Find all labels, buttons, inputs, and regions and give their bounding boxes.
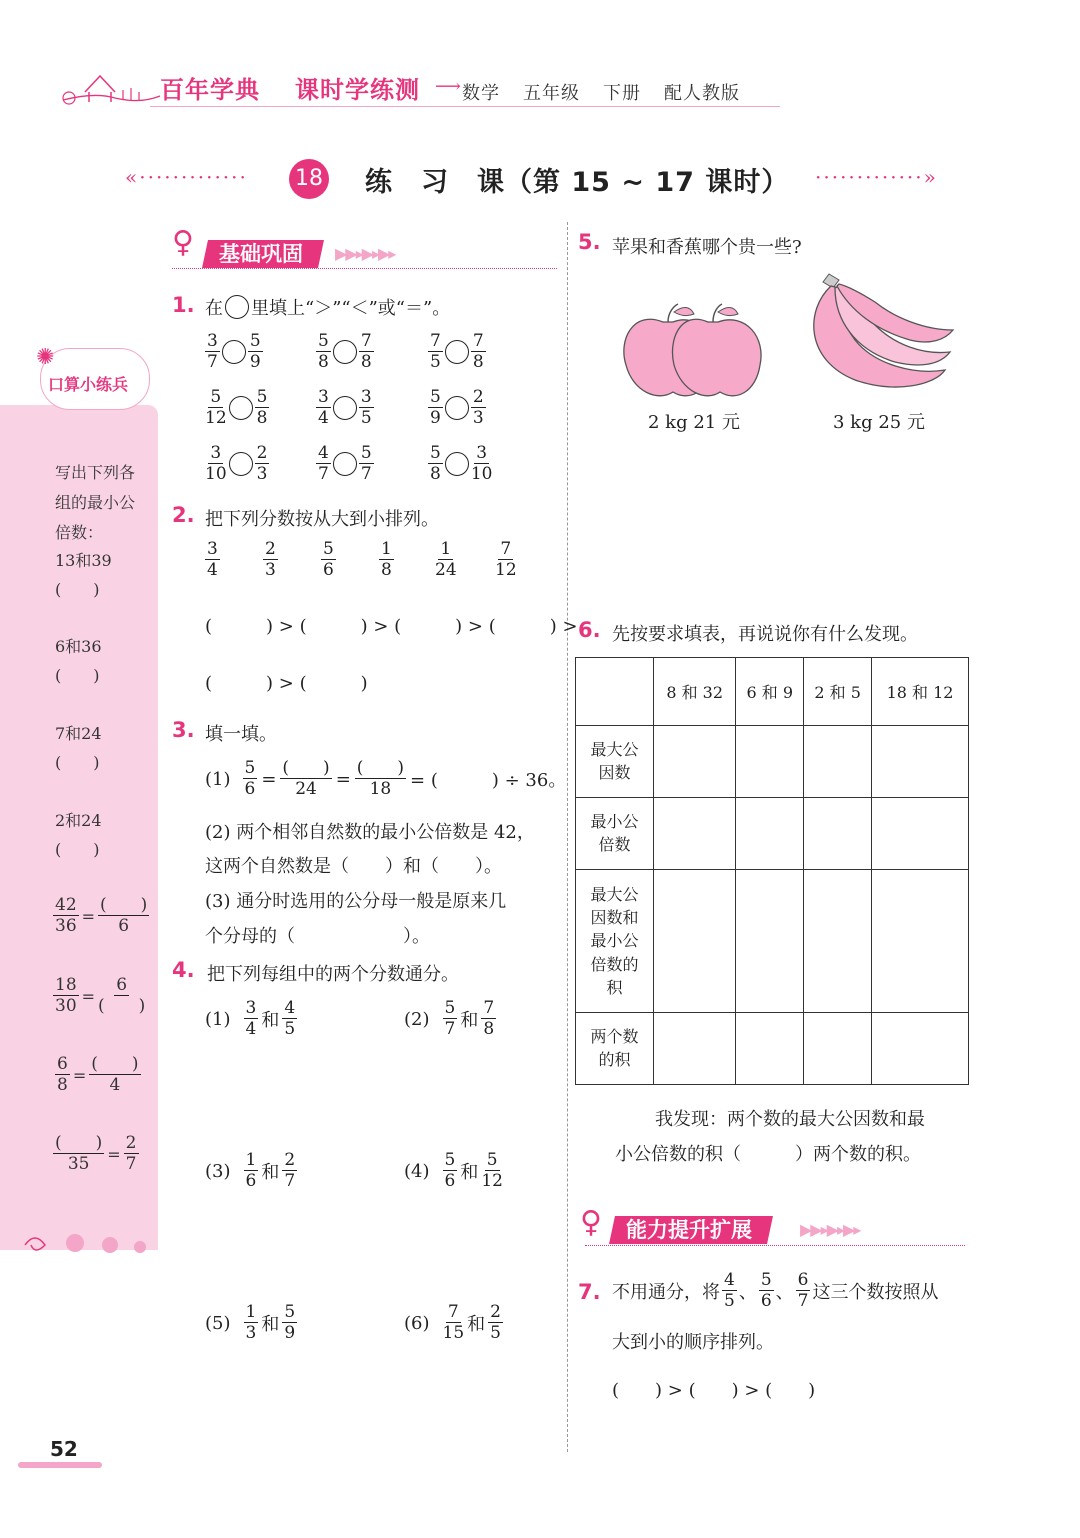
q4-item: (4) $\frac{5}{6}$ 和 $\frac{5}{12}$ — [404, 1150, 503, 1191]
q4-item: (1) $\frac{3}{4}$ 和 $\frac{4}{5}$ — [205, 998, 296, 1039]
table-cell[interactable] — [736, 1013, 804, 1085]
compare-circle[interactable] — [333, 452, 357, 476]
q5-number: 5. — [578, 230, 601, 254]
fraction: $\frac{5}{8}$ — [430, 443, 441, 484]
sidebar-frac-eq: $\frac{( )}{35}$ = $\frac{2}{7}$ — [55, 1133, 137, 1174]
comparison-item — [428, 445, 492, 483]
table-col-header: 6 和 9 — [736, 658, 804, 726]
fraction: $\frac{3}{10}$ — [470, 443, 493, 484]
swirl-decoration-icon — [15, 1225, 155, 1265]
section-rule — [172, 268, 557, 269]
table-row-header: 最大公因数和最小公倍数的积 — [576, 870, 654, 1013]
sidebar-pair-blank[interactable]: ( ) — [55, 840, 100, 859]
table-cell[interactable] — [872, 870, 969, 1013]
sidebar-pair-label: 13和39 — [55, 551, 112, 570]
table-cell[interactable] — [654, 1013, 736, 1085]
fraction: $\frac{5}{9}$ — [249, 331, 261, 372]
compare-circle[interactable] — [445, 396, 469, 420]
table-cell[interactable] — [872, 726, 969, 798]
apple-price: 2 kg 21 元 — [648, 412, 740, 433]
q6-finding-line-2[interactable]: 小公倍数的积（ ）两个数的积。 — [615, 1144, 921, 1165]
table-cell[interactable] — [654, 798, 736, 870]
q4-number: 4. — [172, 958, 195, 982]
banana-price: 3 kg 25 元 — [833, 412, 925, 433]
apple-icon — [618, 300, 768, 405]
q6-number: 6. — [578, 618, 601, 642]
fraction: $\frac{3}{5}$ — [360, 387, 372, 428]
sidebar-pair-label: 6和36 — [55, 637, 102, 656]
header-subject: 数学 — [462, 83, 500, 104]
q2-fraction: $\frac{1}{24}$ — [435, 539, 457, 580]
banner-arrows-icon: ▶▶▸▶▸▶▸ — [800, 1220, 860, 1239]
house-decoration-icon — [55, 62, 165, 108]
lesson-title: 练 习 课（第 15 ~ 17 课时） — [365, 167, 790, 198]
q4-instruction: 把下列每组中的两个分数通分。 — [207, 964, 459, 985]
table-cell[interactable] — [804, 798, 872, 870]
comparison-item — [205, 389, 269, 427]
q3-instruction: 填一填。 — [205, 724, 277, 745]
comparison-item — [428, 389, 486, 427]
compare-circle[interactable] — [333, 340, 357, 364]
fraction: $\frac{3}{7}$ — [207, 331, 218, 372]
q1-number: 1. — [172, 293, 195, 317]
header-volume: 下册 — [603, 83, 641, 104]
page-number: 52 — [50, 1437, 78, 1461]
compare-circle[interactable] — [445, 452, 469, 476]
q4-item: (2) $\frac{5}{7}$ 和 $\frac{7}{8}$ — [404, 998, 495, 1039]
fraction: $\frac{2}{3}$ — [472, 387, 484, 428]
q4-item: (3) $\frac{1}{6}$ 和 $\frac{2}{7}$ — [205, 1150, 296, 1191]
comparison-item — [205, 333, 263, 371]
banana-icon — [795, 270, 960, 405]
q3-part-3-line-2[interactable]: 个分母的（ ）。 — [205, 926, 430, 947]
q2-answer-line-2[interactable]: ( ) > ( ) — [205, 673, 368, 694]
table-col-header: 2 和 5 — [804, 658, 872, 726]
fraction: $\frac{3}{4}$ — [318, 387, 329, 428]
sidebar-intro-2: 组的最小公 — [55, 493, 136, 512]
header-grade: 五年级 — [523, 83, 580, 104]
q4-item: (5) $\frac{1}{3}$ 和 $\frac{5}{9}$ — [205, 1302, 296, 1343]
table-col-header: 8 和 32 — [654, 658, 736, 726]
table-cell[interactable] — [872, 798, 969, 870]
right-arrows-icon: ·············» — [815, 165, 938, 189]
compare-circle[interactable] — [333, 396, 357, 420]
section-rule — [585, 1245, 965, 1246]
table-col-header: 18 和 12 — [872, 658, 969, 726]
table-cell[interactable] — [736, 726, 804, 798]
q2-instruction: 把下列分数按从大到小排列。 — [205, 509, 439, 530]
q6-instruction: 先按要求填表，再说说你有什么发现。 — [612, 624, 918, 645]
q7-answer[interactable]: ( ) > ( ) > ( ) — [612, 1380, 816, 1401]
q3-number: 3. — [172, 718, 195, 742]
girl-icon: ♀ — [580, 1205, 602, 1240]
brand-name: 百年学典 — [160, 76, 260, 104]
compare-circle[interactable] — [222, 340, 246, 364]
q2-answer-line-1[interactable]: ( ) > ( ) > ( ) > ( ) > — [205, 616, 578, 637]
fraction: $\frac{5}{9}$ — [430, 387, 441, 428]
table-cell[interactable] — [804, 1013, 872, 1085]
q7-question-line-2: 大到小的顺序排列。 — [612, 1332, 774, 1353]
table-cell[interactable] — [736, 798, 804, 870]
fraction: $\frac{7}{8}$ — [360, 331, 372, 372]
q3-part-2-line-2[interactable]: 这两个自然数是（ ）和（ ）。 — [205, 856, 502, 877]
column-divider — [567, 222, 568, 1452]
fraction: $\frac{7}{5}$ — [430, 331, 441, 372]
q7-number: 7. — [578, 1280, 601, 1304]
table-cell[interactable] — [804, 726, 872, 798]
sun-icon: ✺ — [36, 345, 55, 370]
page-number-bar — [18, 1462, 102, 1468]
brand-series: 课时学练测 — [295, 76, 420, 104]
comparison-item — [428, 333, 486, 371]
comparison-item — [316, 389, 374, 427]
sidebar-frac-eq: $\frac{18}{30}$ = $\frac{6}{( )}$ — [55, 975, 146, 1016]
table-cell[interactable] — [872, 1013, 969, 1085]
header-edition: 配人教版 — [664, 83, 740, 104]
circle-icon — [225, 295, 249, 319]
sidebar-pair-label: 2和24 — [55, 811, 102, 830]
sidebar-title: 口算小练兵 — [48, 375, 129, 394]
compare-circle[interactable] — [445, 340, 469, 364]
fraction: $\frac{2}{3}$ — [256, 443, 268, 484]
q7-question: 不用通分，将 $\frac{4}{5}$ 、 $\frac{5}{6}$ 、 $\frac{6}{7}$ 这三个数按照从 — [612, 1270, 939, 1311]
q3-part-2-line-1: (2) 两个相邻自然数的最小公倍数是 42， — [205, 822, 535, 843]
table-row-header: 最小公倍数 — [576, 798, 654, 870]
girl-icon: ♀ — [172, 225, 194, 260]
arrow-icon: ⟶ — [435, 76, 461, 97]
comparison-item — [316, 445, 374, 483]
table-cell[interactable] — [654, 726, 736, 798]
compare-circle[interactable] — [229, 452, 253, 476]
q5-question: 苹果和香蕉哪个贵一些? — [612, 237, 802, 258]
q2-fraction: $\frac{5}{6}$ — [323, 539, 334, 580]
q2-fraction: $\frac{7}{12}$ — [495, 539, 517, 580]
banner-arrows-icon: ▶▶▸▶▸▶▸ — [335, 244, 395, 263]
q3-part-3-line-1: (3) 通分时选用的公分母一般是原来几 — [205, 891, 507, 912]
fraction: $\frac{5}{12}$ — [205, 387, 227, 428]
table-row-header: 两个数的积 — [576, 1013, 654, 1085]
q6-finding-line-1: 我发现：两个数的最大公因数和最 — [655, 1109, 925, 1130]
comparison-item — [316, 333, 374, 371]
section-advanced-banner: 能力提升扩展 — [609, 1216, 773, 1244]
fraction: $\frac{3}{10}$ — [205, 443, 227, 484]
q2-fraction: $\frac{2}{3}$ — [265, 539, 276, 580]
q2-fraction: $\frac{1}{8}$ — [381, 539, 392, 580]
q2-number: 2. — [172, 503, 195, 527]
q2-fraction: $\frac{3}{4}$ — [207, 539, 218, 580]
compare-circle[interactable] — [229, 396, 253, 420]
sidebar-intro-3: 倍数： — [55, 523, 104, 542]
sidebar-intro-1: 写出下列各 — [55, 463, 136, 482]
fraction: $\frac{5}{7}$ — [360, 443, 372, 484]
table-cell[interactable] — [736, 870, 804, 1013]
fraction: $\frac{5}{8}$ — [318, 331, 329, 372]
header-rule — [150, 106, 780, 107]
q4-item: (6) $\frac{7}{15}$ 和 $\frac{2}{5}$ — [404, 1302, 501, 1343]
fraction: $\frac{7}{8}$ — [472, 331, 484, 372]
sidebar-frac-eq: $\frac{42}{36}$ = $\frac{( )}{6}$ — [55, 895, 148, 936]
left-arrows-icon: «············· — [125, 165, 248, 189]
fraction: $\frac{5}{8}$ — [256, 387, 268, 428]
sidebar-pair-blank[interactable]: ( ) — [55, 666, 100, 685]
sidebar-frac-eq: $\frac{6}{8}$ = $\frac{( )}{4}$ — [57, 1054, 139, 1095]
q3-part-1: (1) $\frac{5}{6}$ = $\frac{( )}{24}$ = $\frac{( )}{18}$ = ( ) ÷ 36。 — [205, 758, 567, 799]
comparison-item — [205, 445, 269, 483]
table-corner — [576, 658, 654, 726]
sidebar-pair-blank[interactable]: ( ) — [55, 753, 100, 772]
q1-instruction: 在 里填上“＞”“＜”或“＝”。 — [205, 294, 450, 320]
table-row-header: 最大公因数 — [576, 726, 654, 798]
sidebar-pair-label: 7和24 — [55, 724, 102, 743]
fraction: $\frac{4}{7}$ — [318, 443, 329, 484]
section-basic-banner: 基础巩固 — [202, 240, 324, 268]
q6-table — [575, 657, 969, 1085]
table-cell[interactable] — [654, 870, 736, 1013]
table-cell[interactable] — [804, 870, 872, 1013]
sidebar-pair-blank[interactable]: ( ) — [55, 580, 100, 599]
lesson-number-badge: 18 — [289, 159, 329, 199]
